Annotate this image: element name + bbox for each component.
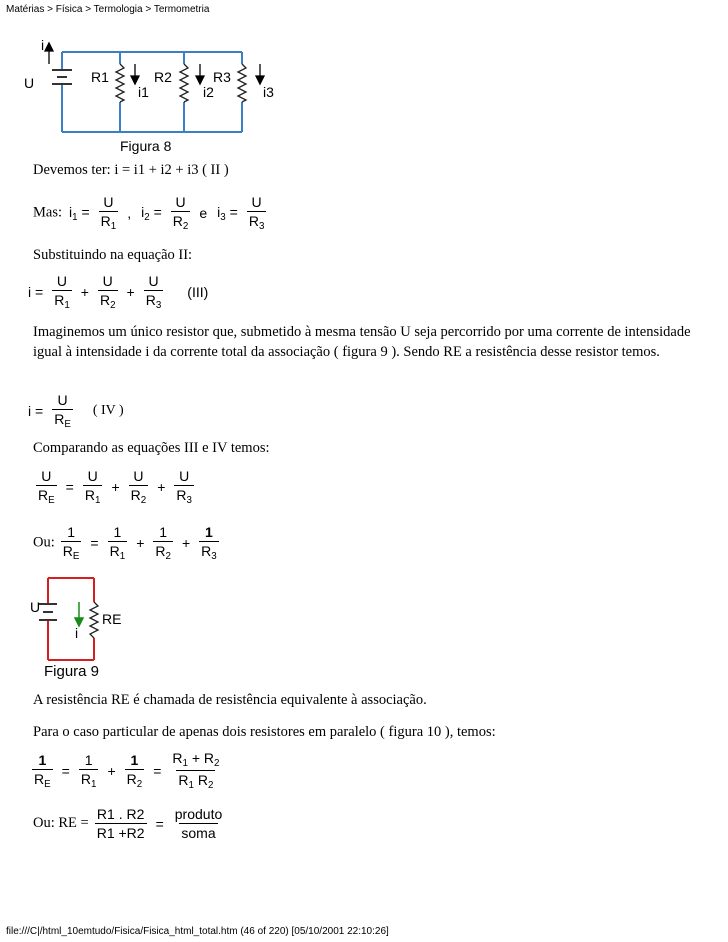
equation-iv-tag: ( IV ) xyxy=(92,403,124,418)
particular-case-text: Para o caso particular de apenas dois resistores em paralelo ( figura 10 ), temos: xyxy=(33,724,496,740)
equation-iv: i = $\frac{U}{R_E}$ ( IV ) xyxy=(28,392,124,430)
fig8-i1-label: i1 xyxy=(138,84,149,100)
fraction-u-r1: $\frac{U}{R_1}$ xyxy=(100,194,117,232)
breadcrumb-termologia[interactable]: Termologia xyxy=(93,4,143,15)
comparing-text: Comparando as equações III e IV temos: xyxy=(33,440,270,456)
word-denominator: soma xyxy=(181,825,216,841)
current-arrow-i2-icon xyxy=(196,64,204,84)
current-arrow-i1-icon xyxy=(131,64,139,84)
fig8-r1-label: R1 xyxy=(91,69,109,85)
equation-combined: $\frac{U}{R_E}$ = $\frac{U}{R_1}$ + $\frac{U}{R_2}$ + $\frac{U}{R_3}$ xyxy=(38,468,192,506)
fig8-source-label: U xyxy=(24,75,35,91)
word-numerator: produto xyxy=(174,806,223,822)
ou-re-label: Ou: RE = xyxy=(33,815,89,831)
resistor-r3-icon xyxy=(238,64,246,102)
current-arrow-up-icon xyxy=(45,43,53,64)
resistor-r2-icon xyxy=(180,64,188,102)
mas-sep-comma: , xyxy=(127,205,132,221)
page-footer: file:///C|/html_10emtudo/Fisica/Fisica_html_total.htm (46 of 220) [05/10/2001 22:10:26] xyxy=(6,926,389,937)
breadcrumb xyxy=(6,4,209,15)
figure-8-circuit xyxy=(20,18,280,160)
breadcrumb-separator: > xyxy=(47,4,53,15)
current-arrow-i3-icon xyxy=(256,64,264,84)
resistor-r1-icon xyxy=(116,64,124,102)
fig9-source-label: U xyxy=(30,599,41,615)
equation-two-resistors: $\frac{1}{R_E}$ = $\frac{1}{R_1}$ + $\frac{1}{R_2}$ = $\frac{R_1 + R_2}{R_1 R_2}$ xyxy=(34,750,220,791)
product-denominator: R1 +R2 xyxy=(96,825,145,841)
imagine-paragraph: Imaginemos um único resistor que, submetido à mesma tensão U seja percorrido por uma corrente de intensidade igual à intensidade i da corrente total da associação ( figura 9 ). Sendo RE a resistência desse resistor temos. xyxy=(33,324,691,360)
breadcrumb-termometria[interactable]: Termometria xyxy=(153,4,210,15)
equation-iii: i = $\frac{U}{R_1}$ + $\frac{U}{R_2}$ + $\frac{U}{R_3}$ (III) xyxy=(28,273,209,311)
figure-9-circuit xyxy=(26,572,136,680)
current-arrow-down-icon xyxy=(75,602,83,626)
breadcrumb-separator: > xyxy=(85,4,92,15)
breadcrumb-materias[interactable]: Matérias xyxy=(6,4,45,15)
resistor-re-icon xyxy=(90,602,98,638)
fig8-current-label: i xyxy=(41,37,45,53)
substituting-text: Substituindo na equação II: xyxy=(33,247,193,263)
mas-sep-e: e xyxy=(199,205,208,221)
ou-label: Ou: xyxy=(33,534,55,551)
battery-icon xyxy=(39,604,57,620)
battery-icon xyxy=(52,70,72,84)
fig8-i2-label: i2 xyxy=(203,84,214,100)
fig8-i3-label: i3 xyxy=(263,84,274,100)
breadcrumb-fisica[interactable]: Física xyxy=(55,4,83,15)
mas-equations: Mas: $i_1$ = $\frac{U}{R_1}$ , $i_2$ = $\frac{U}{R_2}$ e $i_3$ = $\frac{U}{R_3}$ xyxy=(33,194,265,232)
fraction-u-r3: $\frac{U}{R_3}$ xyxy=(248,194,265,232)
figure-8-caption: Figura 8 xyxy=(120,138,172,154)
fig8-r2-label: R2 xyxy=(154,69,172,85)
figure-9-caption: Figura 9 xyxy=(44,663,100,680)
fig9-current-label: i xyxy=(75,625,79,641)
fraction-u-r2: $\frac{U}{R_2}$ xyxy=(172,194,189,232)
equation-ii-text: Devemos ter: i = i1 + i2 + i3 ( II ) xyxy=(33,162,229,178)
equivalent-resistance-text: A resistência RE é chamada de resistência equivalente à associação. xyxy=(33,692,427,708)
mas-label: Mas: xyxy=(33,204,62,221)
fig8-r3-label: R3 xyxy=(213,69,231,85)
equation-reciprocal: Ou: $\frac{1}{R_E}$ = $\frac{1}{R_1}$ + $\frac{1}{R_2}$ + $\frac{1}{R_3}$ xyxy=(33,524,217,562)
equation-iii-tag: (III) xyxy=(187,284,209,300)
product-numerator: R1 . R2 xyxy=(96,806,145,822)
breadcrumb-separator: > xyxy=(145,4,152,15)
equation-product-sum: Ou: RE = $\frac{R1 . R2}{R1 +R2}$ = $\frac{\text{produto}}{\text{soma}}$ xyxy=(33,806,223,841)
figure-8-wires xyxy=(62,52,242,132)
fig9-resistor-label: RE xyxy=(102,611,122,627)
